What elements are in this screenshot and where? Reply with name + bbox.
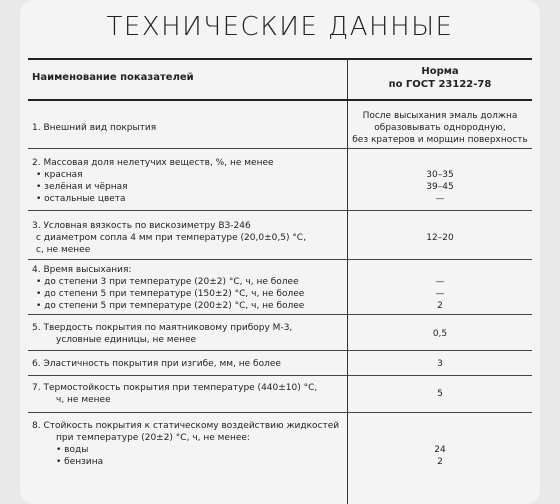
row-2-norm: [348, 157, 532, 205]
row-divider: [28, 412, 532, 413]
row-6-indicator: [32, 358, 342, 370]
row-5-norm: [348, 328, 532, 340]
row-4-line-3: • до степени 5 при температуре (150±2) °С, ч, не более: [36, 289, 305, 299]
row-1-norm-3: без кратеров и морщин поверхность: [352, 135, 528, 145]
row-1-indicator: [32, 122, 342, 134]
header-norm-line2: по ГОСТ 23122-78: [388, 79, 492, 90]
header-indicator-name: Наименование показателей: [32, 72, 194, 83]
row-2-norm-3: 39–45: [426, 182, 454, 192]
row-2-line-4: • остальные цвета: [36, 194, 126, 204]
row-8-indicator: [32, 420, 342, 468]
row-5-indicator: [32, 322, 342, 346]
row-divider: [28, 375, 532, 376]
row-3-line-3: с, не менее: [36, 245, 91, 255]
row-8-norm: [348, 420, 532, 468]
row-4-line-4: • до степени 5 при температуре (200±2) °С, ч, не более: [36, 301, 305, 311]
row-divider: [28, 314, 532, 315]
row-3-norm-2: 12–20: [426, 233, 454, 243]
row-7-line-1: 7. Термостойкость покрытия при температуре (440±10) °С,: [32, 383, 318, 393]
row-8-norm-2: [348, 432, 532, 444]
row-8-norm-1: [348, 420, 532, 432]
header-norm-line1: Норма: [421, 66, 459, 77]
row-2-line-1: 2. Массовая доля нелетучих веществ, %, не менее: [32, 158, 274, 168]
row-3-indicator: [32, 220, 342, 256]
row-8-line-1: 8. Стойкость покрытия к статическому воздействию жидкостей: [32, 421, 340, 431]
row-8-line-3: • воды: [56, 445, 89, 455]
row-divider: [28, 210, 532, 211]
row-1-norm: [348, 110, 532, 146]
row-2-line-3: • зелёная и чёрная: [36, 182, 128, 192]
row-3-line-2: с диаметром сопла 4 мм при температуре (20,0±0,5) °С,: [36, 233, 306, 243]
row-4-norm: [348, 264, 532, 312]
row-4-line-1: 4. Время высыхания:: [32, 265, 132, 275]
row-7-norm-1: 5: [437, 389, 443, 399]
row-4-norm-3: —: [435, 289, 445, 299]
row-7-indicator: [32, 382, 342, 406]
header-bottom-border: [28, 99, 532, 101]
row-4-line-2: • до степени 3 при температуре (20±2) °С, ч, не более: [36, 277, 299, 287]
row-2-norm-1: [348, 157, 532, 169]
row-5-line-1: 5. Твердость покрытия по маятниковому прибору М-3,: [32, 323, 293, 333]
row-8-norm-3: 24: [434, 445, 446, 455]
row-4-norm-2: —: [435, 277, 445, 287]
row-6-norm: [348, 358, 532, 370]
row-4-norm-1: [348, 264, 532, 276]
table-top-border: [28, 58, 532, 60]
row-1-line-1: 1. Внешний вид покрытия: [32, 123, 157, 133]
row-1-norm-2: образовывать однородную,: [374, 123, 506, 133]
row-3-norm-1: [348, 220, 532, 232]
row-4-indicator: [32, 264, 342, 312]
row-8-line-2: при температуре (20±2) °С, ч, не менее:: [56, 433, 250, 443]
row-3-line-1: 3. Условная вязкость по вискозиметру ВЗ-246: [32, 221, 251, 231]
row-2-norm-2: 30–35: [426, 170, 454, 180]
page-title: ТЕХНИЧЕСКИЕ ДАННЫЕ: [106, 12, 454, 42]
row-7-line-2: ч, не менее: [56, 395, 111, 405]
technical-data-card: [20, 0, 540, 504]
row-5-line-2: условные единицы, не менее: [56, 335, 197, 345]
row-3-norm: [348, 220, 532, 256]
row-4-norm-4: 2: [437, 301, 443, 311]
row-2-norm-4: —: [435, 194, 445, 204]
row-3-norm-3: [348, 244, 532, 256]
header-norm: [348, 65, 532, 91]
row-2-line-2: • красная: [36, 170, 83, 180]
row-divider: [28, 259, 532, 260]
row-5-norm-1: 0,5: [432, 329, 448, 339]
row-6-line-1: 6. Эластичность покрытия при изгибе, мм, не более: [32, 359, 281, 369]
row-1-norm-1: После высыхания эмаль должна: [362, 111, 518, 121]
row-2-indicator: [32, 157, 342, 205]
row-7-norm: [348, 388, 532, 400]
row-8-norm-4: 2: [437, 457, 443, 467]
row-divider: [28, 350, 532, 351]
row-6-norm-1: 3: [437, 359, 443, 369]
row-8-line-4: • бензина: [56, 457, 104, 467]
row-divider: [28, 148, 532, 149]
